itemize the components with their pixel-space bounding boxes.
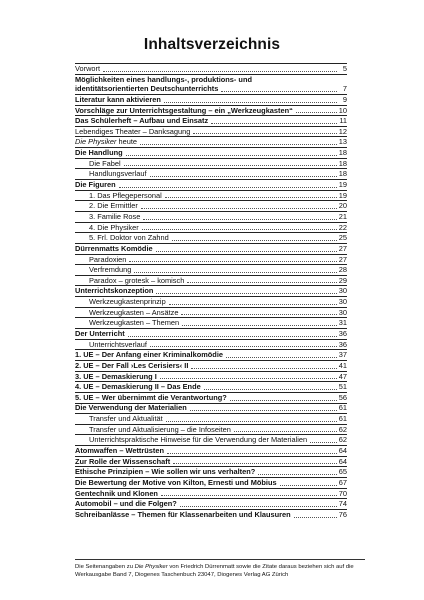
toc-leader-dots xyxy=(296,106,337,113)
toc-leader-dots xyxy=(150,340,337,347)
toc-leader-dots xyxy=(140,138,337,145)
toc-entry xyxy=(75,232,347,243)
toc-entry-label: Unterrichtspraktische Hinweise für die Verwendung der Materialien xyxy=(89,435,308,445)
toc-entry xyxy=(75,63,347,74)
toc-entry-page: 64 xyxy=(338,446,347,456)
toc-entry-page: 36 xyxy=(338,339,347,349)
footnote-italic: Die Physiker xyxy=(134,564,168,570)
toc-entry-label: Ethische Prinzipien – Wie sollen wir uns verhalten? xyxy=(75,467,256,477)
toc-entry-label: 1. Das Pflegepersonal xyxy=(89,190,162,200)
toc-entry-label: Vorschläge zur Unterrichtsgestaltung – ein „Werkzeugkasten“ xyxy=(75,105,293,115)
toc-entry xyxy=(75,498,347,509)
toc-leader-dots xyxy=(191,362,336,369)
toc-entry xyxy=(75,339,347,350)
toc-entry xyxy=(75,509,347,520)
toc-leader-dots xyxy=(221,85,337,92)
toc-leader-dots xyxy=(182,319,337,326)
toc-leader-dots xyxy=(172,234,337,241)
toc-entry-page: 30 xyxy=(338,297,347,307)
toc-entry xyxy=(75,434,347,445)
toc-leader-dots xyxy=(187,276,336,283)
toc-entry-page: 25 xyxy=(338,233,347,243)
toc-entry-page: 18 xyxy=(338,158,347,168)
toc-entry-label: 1. UE – Der Anfang einer Kriminalkomödie xyxy=(75,350,223,360)
toc-entry-label: Unterrichtskonzeption xyxy=(75,286,154,296)
toc-entry-label: Literatur kann aktivieren xyxy=(75,94,161,104)
toc-leader-dots xyxy=(134,266,336,273)
toc-entry-label: Lebendiges Theater – Danksagung xyxy=(75,126,191,136)
toc-leader-dots xyxy=(180,500,337,507)
toc-entry xyxy=(75,349,347,360)
toc-leader-dots xyxy=(193,127,336,134)
toc-entry xyxy=(75,105,347,116)
toc-entry-label: Transfer und Aktualisierung – die Infoseiten xyxy=(89,424,231,434)
toc-leader-dots xyxy=(129,255,336,262)
toc-leader-dots xyxy=(165,191,337,198)
toc-entry xyxy=(75,275,347,286)
toc-entry-label: 2. UE – Der Fall ›Les Cerisiers‹ II xyxy=(75,360,189,370)
toc-entry-page: 51 xyxy=(338,382,347,392)
toc-entry-page: 47 xyxy=(338,371,347,381)
toc-entry-page: 74 xyxy=(338,499,347,509)
toc-leader-dots xyxy=(173,457,337,464)
toc-entry-label: Gentechnik und Klonen xyxy=(75,488,158,498)
toc-entry xyxy=(75,296,347,307)
toc-entry xyxy=(75,147,347,158)
toc-entry xyxy=(75,115,347,126)
toc-entry-label: 3. Familie Rose xyxy=(89,211,141,221)
toc-entry xyxy=(75,307,347,318)
toc-leader-dots xyxy=(167,447,337,454)
toc-entry xyxy=(75,254,347,265)
toc-entry-label: Die Bewertung der Motive von Kilton, Ernesti und Möbius xyxy=(75,477,277,487)
toc-entry-label: Atomwaffen – Wettrüsten xyxy=(75,446,164,456)
toc-entry-page: 37 xyxy=(338,350,347,360)
toc-entry-label: identitätsorientierten Deutschunterrichts xyxy=(75,84,219,94)
footnote xyxy=(75,559,365,579)
toc-entry-page: 7 xyxy=(342,84,347,94)
toc-leader-dots xyxy=(230,394,337,401)
toc-entry xyxy=(75,285,347,296)
toc-leader-dots xyxy=(142,223,337,230)
toc-leader-dots xyxy=(181,308,336,315)
toc-entry-label: Dürrenmatts Komödie xyxy=(75,243,153,253)
toc-leader-dots xyxy=(141,202,337,209)
toc-entry xyxy=(75,168,347,179)
toc-entry xyxy=(75,158,347,169)
toc-leader-dots xyxy=(226,351,337,358)
toc-entry-page: 21 xyxy=(338,211,347,221)
toc-entry-label xyxy=(75,137,137,147)
toc-entry xyxy=(75,445,347,456)
toc-entry-page: 65 xyxy=(338,467,347,477)
toc-leader-dots xyxy=(190,404,337,411)
toc-entry xyxy=(75,360,347,371)
toc-entry-label: Das Schülerheft – Aufbau und Einsatz xyxy=(75,116,209,126)
toc-entry-page: 10 xyxy=(338,105,347,115)
toc-leader-dots xyxy=(166,415,337,422)
toc-entry-label: Zur Rolle der Wissenschaft xyxy=(75,456,171,466)
toc-entry-label: Die Figuren xyxy=(75,180,116,190)
toc-entry-page: 9 xyxy=(342,94,347,104)
toc-entry-page: 61 xyxy=(338,403,347,413)
toc-entry xyxy=(75,179,347,190)
toc-leader-dots xyxy=(211,117,337,124)
toc-entry xyxy=(75,264,347,275)
toc-entry-page: 36 xyxy=(338,329,347,338)
toc-entry xyxy=(75,317,347,328)
toc-entry-page: 19 xyxy=(338,180,347,190)
toc-entry xyxy=(75,84,347,94)
toc-entry-page: 30 xyxy=(338,286,347,296)
toc-entry xyxy=(75,126,347,137)
toc-entry-label: Automobil – und die Folgen? xyxy=(75,499,177,509)
toc-entry-label: Werkzeugkasten – Ansätze xyxy=(89,307,179,317)
toc-entry-label: Der Unterricht xyxy=(75,329,125,338)
toc-leader-dots xyxy=(150,170,337,177)
toc-entry-label: Paradoxien xyxy=(89,254,127,264)
toc-entry xyxy=(75,466,347,477)
toc-entry xyxy=(75,456,347,467)
toc-entry-label: Verfremdung xyxy=(89,265,132,275)
toc-entry xyxy=(75,328,347,339)
toc-entry xyxy=(75,477,347,488)
toc-entry-label: Vorwort xyxy=(75,63,101,73)
toc-entry-label: Die Verwendung der Materialien xyxy=(75,403,187,413)
toc-entry-label: 3. UE – Demaskierung I xyxy=(75,371,157,381)
toc-entry-label: Paradox – grotesk – komisch xyxy=(89,275,185,285)
toc-entry xyxy=(75,94,347,105)
toc-entry-label: Werkzeugkasten – Themen xyxy=(89,318,180,328)
toc-entry-page: 28 xyxy=(338,265,347,275)
toc-entry-label: 4. Die Physiker xyxy=(89,222,139,232)
toc-entry-label: 2. Die Ermittler xyxy=(89,201,138,211)
toc-entry xyxy=(75,74,347,85)
toc-entry xyxy=(75,136,347,147)
toc-entry-label: Die Handlung xyxy=(75,148,123,158)
toc-entry-page: 70 xyxy=(338,488,347,498)
toc-leader-dots xyxy=(143,213,336,220)
toc-leader-dots xyxy=(294,511,337,518)
toc-entry-label: Die Fabel xyxy=(89,158,121,168)
toc-leader-dots xyxy=(169,298,337,305)
toc-leader-dots xyxy=(161,489,337,496)
toc-entry-label: Schreibanlässe – Themen für Klassenarbeiten und Klausuren xyxy=(75,509,291,519)
toc-leader-dots xyxy=(156,287,336,294)
toc-entry-page: 18 xyxy=(338,169,347,179)
toc-entry-page: 22 xyxy=(338,222,347,232)
toc-entry-page: 11 xyxy=(339,116,347,126)
toc-leader-dots xyxy=(156,245,337,252)
toc-leader-dots xyxy=(160,372,337,379)
table-of-contents xyxy=(75,63,347,520)
toc-entry-page: 27 xyxy=(338,243,347,253)
toc-entry xyxy=(75,371,347,382)
toc-entry-page: 18 xyxy=(338,148,347,158)
toc-entry-page: 61 xyxy=(338,414,347,424)
toc-entry-label: 4. UE – Demaskierung II – Das Ende xyxy=(75,382,201,392)
toc-leader-dots xyxy=(164,96,337,103)
toc-leader-dots xyxy=(204,383,337,390)
toc-entry xyxy=(75,403,347,414)
toc-entry-page: 13 xyxy=(338,137,347,147)
toc-leader-dots xyxy=(258,468,337,475)
toc-leader-dots xyxy=(126,149,337,156)
toc-entry xyxy=(75,200,347,211)
toc-entry xyxy=(75,424,347,435)
toc-entry xyxy=(75,190,347,201)
footnote-pre: Die Seitenangaben zu xyxy=(75,564,135,570)
toc-entry-page: 67 xyxy=(338,477,347,487)
toc-entry-page: 29 xyxy=(338,275,347,285)
toc-entry-page: 12 xyxy=(338,126,347,136)
toc-entry xyxy=(75,413,347,424)
toc-leader-dots xyxy=(310,436,337,443)
toc-entry-label: Transfer und Aktualität xyxy=(89,414,163,424)
toc-entry xyxy=(75,222,347,233)
toc-leader-dots xyxy=(234,425,337,432)
toc-leader-dots xyxy=(124,159,337,166)
toc-entry-page: 19 xyxy=(338,190,347,200)
toc-entry-page: 64 xyxy=(338,456,347,466)
toc-leader-dots xyxy=(280,479,337,486)
toc-leader-dots xyxy=(119,181,337,188)
toc-leader-dots xyxy=(103,65,337,72)
toc-entry-label: Handlungsverlauf xyxy=(89,169,147,179)
toc-entry-label: Unterrichtsverlauf xyxy=(89,339,147,349)
toc-entry-page: 27 xyxy=(338,254,347,264)
toc-entry-page: 56 xyxy=(338,392,347,402)
toc-entry xyxy=(75,381,347,392)
toc-entry-label: 5. UE – Wer übernimmt die Verantwortung? xyxy=(75,392,227,402)
toc-entry-page: 76 xyxy=(338,509,347,519)
toc-leader-dots xyxy=(128,330,337,337)
page-title: Inhaltsverzeichnis xyxy=(143,36,281,53)
toc-entry-label: Werkzeugkastenprinzip xyxy=(89,297,166,307)
toc-entry xyxy=(75,211,347,222)
toc-entry xyxy=(75,243,347,254)
toc-entry-page: 20 xyxy=(338,201,347,211)
toc-entry xyxy=(75,392,347,403)
toc-entry xyxy=(75,488,347,499)
toc-entry-page: 5 xyxy=(342,63,347,73)
toc-entry-label-italic: Die Physiker xyxy=(75,137,117,147)
toc-entry-label: Möglichkeiten eines handlungs-, produktions- und xyxy=(75,74,252,84)
toc-entry-page: 62 xyxy=(338,435,347,445)
toc-entry-label: 5. Frl. Doktor von Zahnd xyxy=(89,233,169,243)
footnote-post: von Friedrich Dürrenmatt sowie die Zitate daraus beziehen sich auf die Werkausgabe Band 7, Diogenes Taschenbuch 23047, Diogenes Verlag AG Zürich xyxy=(75,564,354,579)
toc-entry-page: 31 xyxy=(338,318,347,328)
toc-entry-page: 41 xyxy=(338,360,347,370)
toc-entry-label-suffix: heute xyxy=(116,137,138,147)
toc-entry-page: 62 xyxy=(338,424,347,434)
toc-entry-page: 30 xyxy=(338,307,347,317)
